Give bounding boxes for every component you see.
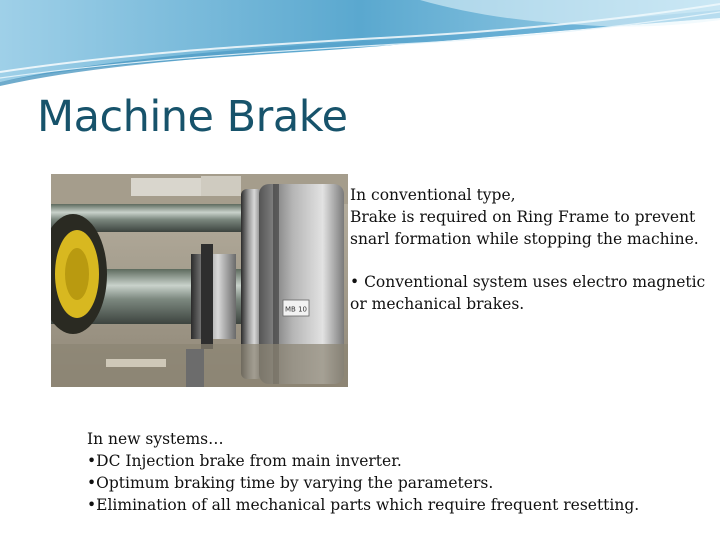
header-wave-decoration xyxy=(0,0,720,90)
new-systems-heading: In new systems… xyxy=(87,430,224,448)
photo-label: MB 10 xyxy=(285,305,307,314)
intro-line: snarl formation while stopping the machine. xyxy=(350,230,699,248)
bullet-line: or mechanical brakes. xyxy=(350,295,525,313)
bullet-dc-injection: •DC Injection brake from main inverter. xyxy=(87,452,402,470)
bullet-mechanical-elimination: •Elimination of all mechanical parts which require frequent resetting. xyxy=(87,496,640,514)
slide-title: Machine Brake xyxy=(37,92,348,142)
intro-line: In conventional type, xyxy=(350,186,516,204)
right-text-block xyxy=(350,184,710,315)
bullet-braking-time: •Optimum braking time by varying the parameters. xyxy=(87,474,494,492)
brake-machine-photo xyxy=(51,174,348,387)
bottom-text-block xyxy=(87,428,707,516)
bullet-line: • Conventional system uses electro magnetic xyxy=(350,273,706,291)
intro-line: Brake is required on Ring Frame to prevent xyxy=(350,208,696,226)
